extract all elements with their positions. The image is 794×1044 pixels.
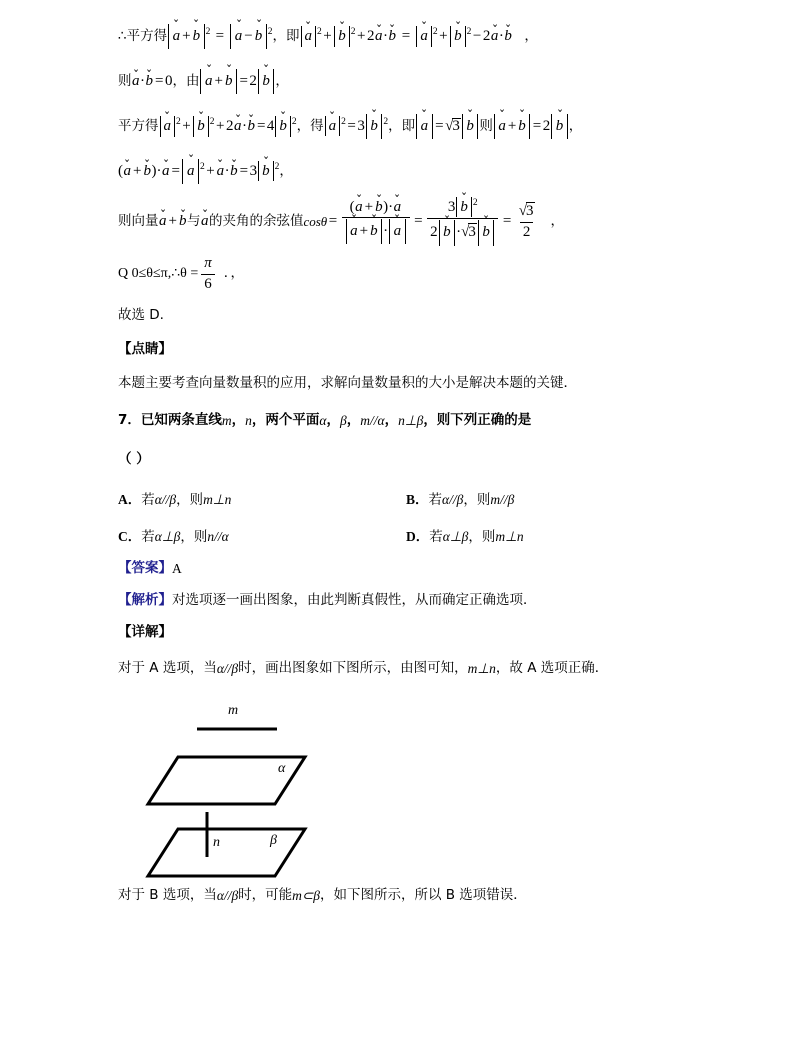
line3-expr-3: ⌄ a = √3 ⌄ b (415, 114, 479, 140)
line1-suffix: ， (524, 27, 538, 44)
option-b-condition: α//β (442, 491, 464, 507)
option-a[interactable] (118, 488, 406, 508)
option-b-label: B． (406, 491, 429, 507)
detail-a-condition: α//β (216, 661, 239, 677)
option-d-condition: α⊥β (442, 528, 469, 544)
line-n-symbol: n (245, 413, 252, 429)
answer-bracket-line (118, 441, 694, 479)
line2-expr-1: ⌄ a·⌄ b = 0 (132, 74, 173, 89)
line3-connector-2: ，即 (388, 117, 416, 134)
plane-beta-shape (148, 829, 305, 876)
line2-suffix: ， (275, 72, 289, 89)
option-b[interactable] (406, 488, 694, 508)
cos-fraction-3: $\frac{√3}{2}$ (518, 203, 534, 240)
line5-tail: ， (550, 212, 565, 229)
question-number: 7． (118, 412, 141, 429)
figure-label-alpha: α (278, 761, 286, 776)
answer-value: A (172, 561, 182, 577)
page-content (118, 14, 694, 913)
line3-connector-3: 则 (479, 117, 493, 134)
stem-part-2: ，两个平面 (251, 412, 320, 429)
choose-answer-line (118, 299, 694, 333)
option-b-prefix: 若 (428, 491, 443, 508)
line5-vec-2: ⌄ a (200, 214, 209, 229)
option-a-connector: ，则 (176, 491, 204, 508)
analysis-tag: 【解析】 (118, 592, 172, 609)
line3-expr-2: ⌄ a $^2$ = 3 ⌄ b $^2$ (324, 114, 388, 140)
option-a-prefix: 若 (141, 491, 155, 508)
tip-text: 本题主要考查向量数量积的应用，求解向量数量积的大小是解决本题的关键． (118, 375, 577, 392)
option-d[interactable] (406, 525, 694, 545)
stem-part-1: 已知两条直线 (140, 412, 222, 429)
detail-b-condition: α//β (216, 888, 239, 904)
condition-2: n⊥β (398, 413, 424, 429)
stem-comma-1: ， (231, 412, 246, 429)
theta-frac-den: 6 (201, 274, 215, 293)
cos-fraction-1: (⌄ a + ⌄ b)·⌄ a ⌄ a + ⌄ b · ⌄ a (342, 199, 410, 245)
line3-connector: ，得 (296, 117, 324, 134)
detail-b-part-1: 对于 B 选项，当 (118, 887, 217, 904)
option-c-condition: α⊥β (154, 528, 181, 544)
line1-prefix: ∴平方得 (118, 27, 168, 44)
line5-equals-1: = (328, 213, 338, 229)
detail-b-conclusion: m⊂β (292, 888, 320, 904)
stem-comma-2: ， (326, 412, 340, 429)
line3-expr-1: ⌄ a $^2$ + ⌄ b $^2$ + 2⌄ a·⌄ b = 4 ⌄ b $^2$ (159, 116, 297, 136)
option-b-connector: ，则 (463, 491, 491, 508)
line4-expr: (⌄ a + ⌄ b)·⌄ a = ⌄ a $^2$ + ⌄ a·⌄ b = 3 ⌄ b $^2$ (118, 159, 279, 185)
tip-tag-line (118, 333, 694, 367)
line3-expr-4: ⌄ a + ⌄ b = 2 ⌄ b (493, 114, 569, 140)
detail-b-line (118, 879, 694, 913)
options-block (118, 479, 694, 553)
line5-prefix: 则向量 (118, 212, 159, 229)
analysis-text: 对选项逐一画出图象，由此判断真假性，从而确定正确选项． (172, 592, 537, 609)
option-d-prefix: 若 (429, 528, 443, 545)
figure-label-n: n (213, 835, 220, 850)
question-7-stem (118, 401, 694, 441)
option-c[interactable] (118, 525, 406, 545)
line2-prefix: 则 (118, 72, 132, 89)
detail-a-conclusion: m⊥n (467, 661, 496, 677)
option-d-conclusion: m⊥n (495, 528, 524, 544)
line5-suffix-text: 的夹角的余弦值 (208, 212, 304, 229)
theta-frac-num: π (204, 255, 212, 272)
cos-theta-label: cosθ (303, 214, 328, 229)
answer-tag: 【答案】 (118, 560, 172, 577)
detail-a-part-2: 时，画出图象如下图所示，由图可知， (238, 660, 468, 677)
line5-vec-1: ⌄ a + ⌄ b (159, 214, 187, 229)
options-row-2 (118, 516, 694, 553)
solution-line-1 (118, 14, 694, 59)
stem-comma-4: ， (384, 412, 399, 429)
options-row-1 (118, 479, 694, 516)
theta-fraction (201, 255, 215, 293)
figure-label-beta: β (270, 833, 277, 848)
answer-line (118, 553, 694, 585)
option-c-conclusion: n//α (207, 528, 229, 544)
option-c-connector: ，则 (180, 528, 208, 545)
stem-comma-3: ， (346, 412, 361, 429)
option-d-connector: ，则 (468, 528, 496, 545)
plane-beta-symbol: β (340, 413, 347, 429)
line5-equals-2: = (414, 213, 423, 229)
line4-suffix: ， (279, 162, 293, 179)
solution-line-6 (118, 249, 694, 299)
line5-equals-3: = (502, 213, 512, 229)
condition-1: m//α (360, 413, 385, 429)
option-c-prefix: 若 (141, 528, 155, 545)
detail-tag: 【详解】 (118, 624, 172, 641)
stem-part-3: ，则下列正确的是 (423, 412, 532, 429)
detail-tag-line (118, 617, 694, 649)
theta-range-text: Q 0≤θ≤π,∴θ = (118, 266, 199, 281)
choose-answer-text: 故选 D. (118, 307, 164, 324)
line2-connector: ，由 (172, 72, 200, 89)
detail-a-part-3: ，故 A 选项正确． (495, 660, 609, 677)
line3-suffix: ， (568, 117, 583, 134)
detail-a-line (118, 649, 694, 689)
solution-line-5 (118, 194, 694, 249)
option-a-condition: α//β (154, 491, 177, 507)
tip-tag: 【点睛】 (118, 341, 172, 358)
detail-a-part-1: 对于 A 选项，当 (118, 660, 217, 677)
line6-tail: ．， (223, 265, 245, 282)
cos-fraction-2: $\frac{3 ⌄ b ^2}{2 ⌄ b \cdot√3 ⌄ b}$ (427, 197, 498, 246)
line5-middle: 与 (186, 212, 201, 229)
line1-expr-1: ⌄ a + ⌄ b $^2$ = ⌄ a − ⌄ b $^2$ (167, 24, 272, 50)
solution-line-3 (118, 104, 694, 149)
line1-expr-2: ⌄ a $^2$ + ⌄ b $^2$ + 2⌄ a·⌄ b = ⌄ a $^2$ + ⌄ b $^2$ − 2⌄ a·⌄ b (300, 26, 513, 46)
solution-line-4 (118, 149, 694, 194)
analysis-line (118, 585, 694, 617)
solution-line-2 (118, 59, 694, 104)
detail-b-part-2: 时，可能 (238, 887, 293, 904)
figure-svg (118, 689, 694, 879)
detail-b-part-3: ，如下图所示，所以 B 选项错误． (319, 887, 527, 904)
line-m-symbol: m (221, 413, 232, 429)
option-c-label: C． (118, 528, 142, 544)
plane-alpha-symbol: α (319, 413, 327, 429)
option-d-label: D． (406, 528, 430, 544)
option-b-conclusion: m//β (490, 491, 515, 507)
line2-expr-2: ⌄ a + ⌄ b = 2 ⌄ b (199, 69, 275, 95)
line1-connector: ，即 (272, 27, 300, 44)
tip-text-line (118, 367, 694, 401)
figure-label-m: m (228, 703, 239, 718)
line3-prefix: 平方得 (118, 117, 159, 134)
answer-bracket: （ ） (118, 451, 150, 468)
option-a-label: A． (118, 491, 142, 507)
option-a-conclusion: m⊥n (203, 491, 232, 507)
geometry-figure-a (118, 689, 694, 879)
